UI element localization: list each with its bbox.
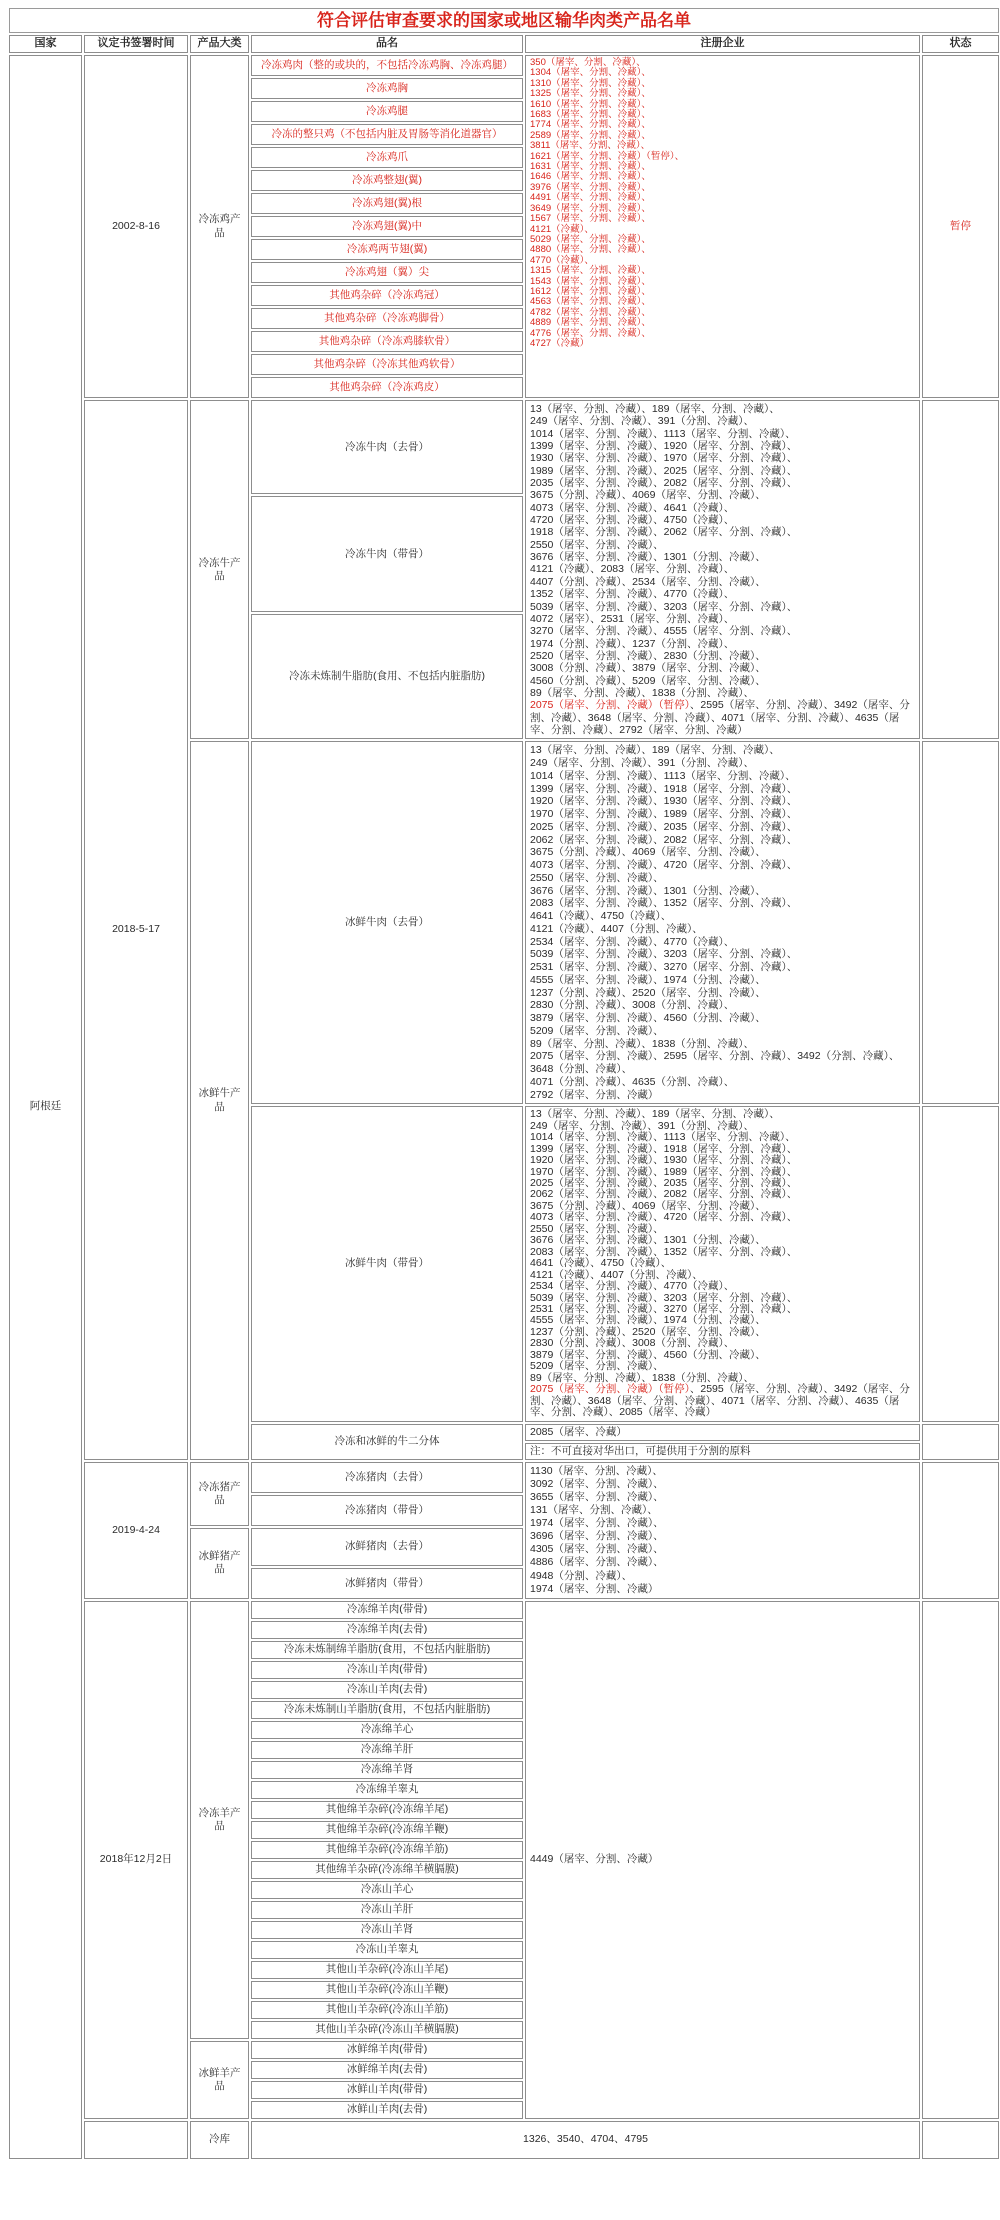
product-name-cell: 冷冻鸡两节翅(翼) (251, 239, 523, 260)
product-name-cell: 冷冻鸡翅（翼）尖 (251, 262, 523, 283)
product-name-cell: 冷冻绵羊睾丸 (251, 1781, 523, 1799)
product-name-cell: 冷冻鸡胸 (251, 78, 523, 99)
product-name-cell: 冷冻山羊肉(去骨) (251, 1681, 523, 1699)
suspended-enterprise: 2075（屠宰、分割、冷藏）（暂停） (530, 1383, 690, 1396)
chicken-enterprise-cell: 350（屠宰、分割、冷藏）、 1304（屠宰、分割、冷藏）、 1310（屠宰、分割、冷藏）、 1325（屠宰、分割、冷藏）、 1610（屠宰、分割、冷藏）、 1683（屠宰、分割、冷藏）、 1774（屠宰、分割、冷藏）、 2589（屠宰、分割、冷藏）、 3811（屠宰、分割、冷藏）、 1621（屠宰、分割、冷藏）（暂停）、 1631（屠宰、分割、冷藏）、 1646（屠宰、分割、冷藏）、 3976（屠宰、分割、冷藏）、 4491（屠宰、分割、冷藏）、 3649（屠宰、分割、冷藏）、 1567（屠宰、分割、冷藏）、 4121（冷藏）、 5029（屠宰、分割、冷藏）、 4880（屠宰、分割、冷藏）、 4770（冷藏）、 1315（屠宰、分割、冷藏）、 1543（屠宰、分割、冷藏）、 1612（屠宰、分割、冷藏）、 4563（屠宰、分割、冷藏）、 4782（屠宰、分割、冷藏）、 4889（屠宰、分割、冷藏）、 4776（屠宰、分割、冷藏）、 4727（冷藏） (525, 55, 920, 398)
chilled-beef-category-cell: 冰鲜牛产品 (190, 741, 249, 1459)
product-name-cell: 冷冻绵羊心 (251, 1721, 523, 1739)
pork-date-cell: 2019-4-24 (84, 1462, 188, 1599)
product-name-cell: 冷冻山羊肝 (251, 1901, 523, 1919)
chilled-boneless-status-cell (922, 741, 999, 1104)
product-name-cell: 其他鸡杂碎（冷冻鸡皮） (251, 377, 523, 398)
product-name-cell: 冷冻鸡翅(翼)中 (251, 216, 523, 237)
product-name-cell: 其他鸡杂碎（冷冻鸡脚骨） (251, 308, 523, 329)
half-carcass-note-cell: 注：不可直接对华出口，可提供用于分割的原料 (525, 1443, 920, 1460)
enterprise-tail (530, 1384, 915, 1418)
product-name-cell: 冰鲜牛肉（带骨） (251, 1106, 523, 1421)
enterprise-tail (530, 699, 915, 736)
product-name-cell: 其他绵羊杂碎(冷冻绵羊筋) (251, 1841, 523, 1859)
frozen-beef-enterprise-cell (525, 400, 920, 739)
product-name-cell: 冷冻绵羊肉(带骨) (251, 1601, 523, 1619)
product-name-cell: 其他山羊杂碎(冷冻山羊筋) (251, 2001, 523, 2019)
product-name-cell: 其他绵羊杂碎(冷冻绵羊尾) (251, 1801, 523, 1819)
product-name-cell: 其他绵羊杂碎(冷冻绵羊鞭) (251, 1821, 523, 1839)
enterprise-lines: 13（屠宰、分割、冷藏）、189（屠宰、分割、冷藏）、 249（屠宰、分割、冷藏）、391（分割、冷藏）、 1014（屠宰、分割、冷藏）、1113（屠宰、分割、冷藏）、 1399（屠宰、分割、冷藏）、1920（屠宰、分割、冷藏）、 1930（屠宰、分割、冷藏）、1970（屠宰、分割、冷藏）、 1989（屠宰、分割、冷藏）、2025（屠宰、分割、冷藏）、 2035（屠宰、分割、冷藏）、2082（屠宰、分割、冷藏）、 3675（分割、冷藏）、4069（屠宰、分割、冷藏）、 4073（屠宰、分割、冷藏）、4641（冷藏）、 4720（屠宰、分割、冷藏）、4750（冷藏）、 1918（屠宰、分割、冷藏）、2062（屠宰、分割、冷藏）、 2550（屠宰、分割、冷藏）、 3676（屠宰、分割、冷藏）、1301（分割、冷藏）、 4121（冷藏）、2083（屠宰、分割、冷藏）、 4407（分割、冷藏）、2534（屠宰、分割、冷藏）、 1352（屠宰、分割、冷藏）、4770（冷藏）、 5039（屠宰、分割、冷藏）、3203（屠宰、分割、冷藏）、 4072（屠宰）、2531（屠宰、分割、冷藏）、 3270（屠宰、分割、冷藏）、4555（屠宰、分割、冷藏）、 1974（分割、冷藏）、1237（分割、冷藏）、 2520（屠宰、分割、冷藏）、2830（分割、冷藏）、 3008（分割、冷藏）、3879（屠宰、分割、冷藏）、 4560（分割、冷藏）、5209（屠宰、分割、冷藏）、 89（屠宰、分割、冷藏）、1838（分割、冷藏）、 (530, 403, 798, 699)
frozen-pork-category-cell: 冷冻猪产品 (190, 1462, 249, 1526)
sheep-status-cell (922, 1601, 999, 2119)
enterprise-tail-text: 、2595（屠宰、分割、冷藏）、3492（屠宰、分割、冷藏）、3648（屠宰、分割、冷藏）、4071（屠宰、分割、冷藏）、4635（屠宰、分割、冷藏）、2085（屠宰、冷藏） (530, 1383, 910, 1419)
product-name-cell: 冰鲜牛肉（去骨） (251, 741, 523, 1104)
product-name-cell: 其他山羊杂碎(冷冻山羊鞭) (251, 1981, 523, 1999)
product-name-cell: 冷冻山羊心 (251, 1881, 523, 1899)
chilled-boneless-enterprise-cell: 13（屠宰、分割、冷藏）、189（屠宰、分割、冷藏）、 249（屠宰、分割、冷藏）、391（分割、冷藏）、 1014（屠宰、分割、冷藏）、1113（屠宰、分割、冷藏）、 1399（屠宰、分割、冷藏）、1918（屠宰、分割、冷藏）、 1920（屠宰、分割、冷藏）、1930（屠宰、分割、冷藏）、 1970（屠宰、分割、冷藏）、1989（屠宰、分割、冷藏）、 2025（屠宰、分割、冷藏）、2035（屠宰、分割、冷藏）、 2062（屠宰、分割、冷藏）、2082（屠宰、分割、冷藏）、 3675（分割、冷藏）、4069（屠宰、分割、冷藏）、 4073（屠宰、分割、冷藏）、4720（屠宰、分割、冷藏）、 2550（屠宰、分割、冷藏）、 3676（屠宰、分割、冷藏）、1301（分割、冷藏）、 2083（屠宰、分割、冷藏）、1352（屠宰、分割、冷藏）、 4641（冷藏）、4750（冷藏）、 4121（冷藏）、4407（分割、冷藏）、 2534（屠宰、分割、冷藏）、4770（冷藏）、 5039（屠宰、分割、冷藏）、3203（屠宰、分割、冷藏）、 2531（屠宰、分割、冷藏）、3270（屠宰、分割、冷藏）、 4555（屠宰、分割、冷藏）、1974（分割、冷藏）、 1237（分割、冷藏）、2520（屠宰、分割、冷藏）、 2830（分割、冷藏）、3008（分割、冷藏）、 3879（屠宰、分割、冷藏）、4560（分割、冷藏）、 5209（屠宰、分割、冷藏）、 89（屠宰、分割、冷藏）、1838（分割、冷藏）、 2075（屠宰、分割、冷藏）、2595（屠宰、分割、冷藏）、3492（分割、冷藏）、 3648（分割、冷藏）、 4071（分割、冷藏）、4635（分割、冷藏）、 2792（屠宰、分割、冷藏） (525, 741, 920, 1104)
product-name-cell: 冷冻未炼制牛脂肪(食用、不包括内脏脂肪) (251, 614, 523, 739)
product-name-cell: 其他鸡杂碎（冷冻其他鸡软骨） (251, 354, 523, 375)
enterprise-lines: 13（屠宰、分割、冷藏）、189（屠宰、分割、冷藏）、 249（屠宰、分割、冷藏）、391（分割、冷藏）、 1014（屠宰、分割、冷藏）、1113（屠宰、分割、冷藏）、 1399（屠宰、分割、冷藏）、1918（屠宰、分割、冷藏）、 1920（屠宰、分割、冷藏）、1930（屠宰、分割、冷藏）、 1970（屠宰、分割、冷藏）、1989（屠宰、分割、冷藏）、 2025（屠宰、分割、冷藏）、2035（屠宰、分割、冷藏）、 2062（屠宰、分割、冷藏）、2082（屠宰、分割、冷藏）、 3675（分割、冷藏）、4069（屠宰、分割、冷藏）、 4073（屠宰、分割、冷藏）、4720（屠宰、分割、冷藏）、 2550（屠宰、分割、冷藏）、 3676（屠宰、分割、冷藏）、1301（分割、冷藏）、 2083（屠宰、分割、冷藏）、1352（屠宰、分割、冷藏）、 4641（冷藏）、4750（冷藏）、 4121（冷藏）、4407（分割、冷藏）、 2534（屠宰、分割、冷藏）、4770（冷藏）、 5039（屠宰、分割、冷藏）、3203（屠宰、分割、冷藏）、 2531（屠宰、分割、冷藏）、3270（屠宰、分割、冷藏）、 4555（屠宰、分割、冷藏）、1974（分割、冷藏）、 1237（分割、冷藏）、2520（屠宰、分割、冷藏）、 2830（分割、冷藏）、3008（分割、冷藏）、 3879（屠宰、分割、冷藏）、4560（分割、冷藏）、 5209（屠宰、分割、冷藏）、 89（屠宰、分割、冷藏）、1838（分割、冷藏）、 (530, 1108, 798, 1384)
products-table (7, 6, 1000, 2161)
pork-enterprise-cell: 1130（屠宰、分割、冷藏）、 3092（屠宰、分割、冷藏）、 3655（屠宰、分割、冷藏）、 131（屠宰、分割、冷藏）、 1974（屠宰、分割、冷藏）、 3696（屠宰、分割、冷藏）、 4305（屠宰、分割、冷藏）、 4886（屠宰、分割、冷藏）、 4948（分割、冷藏）、 1974（屠宰、分割、冷藏） (525, 1462, 920, 1599)
chicken-status-cell: 暂停 (922, 55, 999, 398)
chilled-bonein-status-cell (922, 1106, 999, 1421)
chilled-bonein-enterprise-cell (525, 1106, 920, 1421)
col-header-category: 产品大类 (190, 35, 249, 53)
product-name-cell: 冷冻山羊睾丸 (251, 1941, 523, 1959)
cold-store-status-cell (922, 2121, 999, 2159)
product-name-cell: 冰鲜猪肉（带骨） (251, 1568, 523, 1599)
product-name-cell: 冰鲜绵羊肉(带骨) (251, 2041, 523, 2059)
product-name-cell: 冷冻鸡爪 (251, 147, 523, 168)
product-name-cell: 冷冻牛肉（去骨） (251, 400, 523, 494)
chicken-category-cell: 冷冻鸡产品 (190, 55, 249, 398)
chilled-pork-category-cell: 冰鲜猪产品 (190, 1528, 249, 1599)
country-cell: 阿根廷 (9, 55, 82, 2159)
product-name-cell: 其他鸡杂碎（冷冻鸡冠） (251, 285, 523, 306)
col-header-status: 状态 (922, 35, 999, 53)
beef-date-cell: 2018-5-17 (84, 400, 188, 1460)
product-name-cell: 其他鸡杂碎（冷冻鸡膝软骨） (251, 331, 523, 352)
chicken-date-cell: 2002-8-16 (84, 55, 188, 398)
product-name-cell: 冷冻绵羊肝 (251, 1741, 523, 1759)
product-name-cell: 其他绵羊杂碎(冷冻绵羊横膈膜) (251, 1861, 523, 1879)
product-name-cell: 冷冻绵羊肾 (251, 1761, 523, 1779)
frozen-sheep-category-cell: 冷冻羊产品 (190, 1601, 249, 2039)
suspended-enterprise: 2075（屠宰、分割、冷藏）（暂停） (530, 699, 690, 712)
product-name-cell: 其他山羊杂碎(冷冻山羊横膈膜) (251, 2021, 523, 2039)
sheep-enterprise-cell: 4449（屠宰、分割、冷藏） (525, 1601, 920, 2119)
cold-store-category-cell: 冷库 (190, 2121, 249, 2159)
chilled-sheep-category-cell: 冰鲜羊产品 (190, 2041, 249, 2119)
frozen-beef-status-cell (922, 400, 999, 739)
product-name-cell: 冷冻未炼制绵羊脂肪(食用，不包括内脏脂肪) (251, 1641, 523, 1659)
col-header-enterprise: 注册企业 (525, 35, 920, 53)
product-name-cell: 冷冻猪肉（带骨） (251, 1495, 523, 1526)
product-name-cell: 冷冻未炼制山羊脂肪(食用，不包括内脏脂肪) (251, 1701, 523, 1719)
product-name-cell: 冰鲜山羊肉(带骨) (251, 2081, 523, 2099)
page-title: 符合评估审查要求的国家或地区输华肉类产品名单 (9, 8, 999, 33)
product-name-cell: 冷冻鸡肉（整的或块的，不包括冷冻鸡胸、冷冻鸡腿） (251, 55, 523, 76)
pork-status-cell (922, 1462, 999, 1599)
sheep-date-cell: 2018年12月2日 (84, 1601, 188, 2119)
col-header-product: 品名 (251, 35, 523, 53)
product-name-cell: 冷冻和冰鲜的牛二分体 (251, 1424, 523, 1460)
product-name-cell: 冷冻的整只鸡（不包括内脏及胃肠等消化道器官） (251, 124, 523, 145)
cold-store-date-cell (84, 2121, 188, 2159)
product-name-cell: 冷冻鸡翅(翼)根 (251, 193, 523, 214)
product-name-cell: 冷冻山羊肾 (251, 1921, 523, 1939)
product-name-cell: 冰鲜山羊肉(去骨) (251, 2101, 523, 2119)
col-header-date: 议定书签署时间 (84, 35, 188, 53)
product-name-cell: 冷冻牛肉（带骨） (251, 496, 523, 612)
product-name-cell: 冷冻鸡整翅(翼) (251, 170, 523, 191)
frozen-beef-category-cell: 冷冻牛产品 (190, 400, 249, 739)
product-name-cell: 冷冻绵羊肉(去骨) (251, 1621, 523, 1639)
product-name-cell: 冷冻猪肉（去骨） (251, 1462, 523, 1493)
product-name-cell: 冰鲜猪肉（去骨） (251, 1528, 523, 1566)
half-carcass-status-cell (922, 1424, 999, 1460)
col-header-country: 国家 (9, 35, 82, 53)
cold-store-enterprise-cell: 1326、3540、4704、4795 (251, 2121, 920, 2159)
enterprise-tail-text: 、2595（屠宰、分割、冷藏）、3492（屠宰、分割、冷藏）、3648（屠宰、分割、冷藏）、4071（屠宰、分割、冷藏）、4635（屠宰、分割、冷藏）、2792（屠宰、分割、冷藏） (530, 699, 910, 736)
product-name-cell: 冰鲜绵羊肉(去骨) (251, 2061, 523, 2079)
half-carcass-enterprise-cell: 2085（屠宰、冷藏） (525, 1424, 920, 1441)
product-name-cell: 冷冻鸡腿 (251, 101, 523, 122)
product-name-cell: 其他山羊杂碎(冷冻山羊尾) (251, 1961, 523, 1979)
product-name-cell: 冷冻山羊肉(带骨) (251, 1661, 523, 1679)
